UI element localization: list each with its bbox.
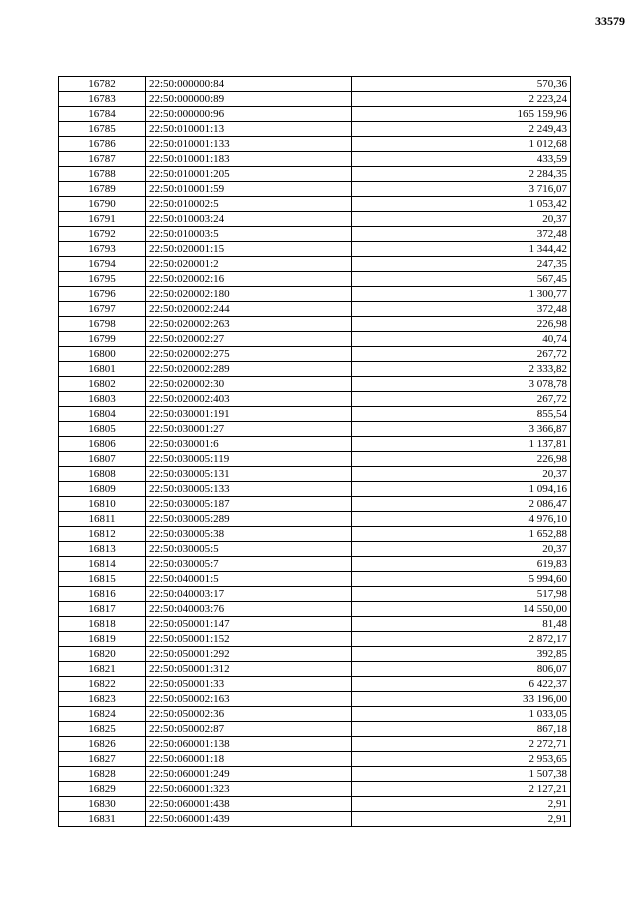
table-row: [59, 542, 571, 557]
table-row: [59, 527, 571, 542]
row-number-cell: 16788: [59, 167, 146, 182]
amount-cell: 4 976,10: [352, 512, 571, 527]
cadastral-number-cell: 22:50:030005:133: [146, 482, 352, 497]
amount-cell: 226,98: [352, 317, 571, 332]
amount-cell: 2 284,35: [352, 167, 571, 182]
cadastral-number-cell: 22:50:050001:292: [146, 647, 352, 662]
row-number-cell: 16790: [59, 197, 146, 212]
amount-cell: 2 086,47: [352, 497, 571, 512]
cadastral-number-cell: 22:50:050001:147: [146, 617, 352, 632]
amount-cell: 5 994,60: [352, 572, 571, 587]
row-number-cell: 16830: [59, 797, 146, 812]
row-number-cell: 16785: [59, 122, 146, 137]
cadastral-number-cell: 22:50:020001:2: [146, 257, 352, 272]
row-number-cell: 16799: [59, 332, 146, 347]
table-row: [59, 332, 571, 347]
row-number-cell: 16784: [59, 107, 146, 122]
cadastral-number-cell: 22:50:050001:33: [146, 677, 352, 692]
table-row: [59, 662, 571, 677]
row-number-cell: 16813: [59, 542, 146, 557]
table-row: [59, 137, 571, 152]
table-row: [59, 107, 571, 122]
row-number-cell: 16820: [59, 647, 146, 662]
table-row: [59, 362, 571, 377]
row-number-cell: 16795: [59, 272, 146, 287]
amount-cell: 392,85: [352, 647, 571, 662]
cadastral-number-cell: 22:50:010001:59: [146, 182, 352, 197]
amount-cell: 2 249,43: [352, 122, 571, 137]
amount-cell: 2,91: [352, 797, 571, 812]
amount-cell: 165 159,96: [352, 107, 571, 122]
table-row: [59, 752, 571, 767]
table-row: [59, 377, 571, 392]
row-number-cell: 16819: [59, 632, 146, 647]
amount-cell: 1 094,16: [352, 482, 571, 497]
amount-cell: 1 507,38: [352, 767, 571, 782]
table-row: [59, 512, 571, 527]
table-row: [59, 437, 571, 452]
amount-cell: 20,37: [352, 542, 571, 557]
amount-cell: 267,72: [352, 392, 571, 407]
amount-cell: 433,59: [352, 152, 571, 167]
row-number-cell: 16794: [59, 257, 146, 272]
row-number-cell: 16789: [59, 182, 146, 197]
table-row: [59, 797, 571, 812]
cadastral-number-cell: 22:50:020002:180: [146, 287, 352, 302]
row-number-cell: 16793: [59, 242, 146, 257]
cadastral-number-cell: 22:50:030001:6: [146, 437, 352, 452]
cadastral-number-cell: 22:50:030005:119: [146, 452, 352, 467]
cadastral-number-cell: 22:50:000000:84: [146, 77, 352, 92]
table-row: [59, 302, 571, 317]
amount-cell: 14 550,00: [352, 602, 571, 617]
row-number-cell: 16826: [59, 737, 146, 752]
row-number-cell: 16796: [59, 287, 146, 302]
row-number-cell: 16818: [59, 617, 146, 632]
amount-cell: 1 344,42: [352, 242, 571, 257]
table-row: [59, 617, 571, 632]
amount-cell: 40,74: [352, 332, 571, 347]
cadastral-number-cell: 22:50:060001:18: [146, 752, 352, 767]
row-number-cell: 16791: [59, 212, 146, 227]
cadastral-number-cell: 22:50:060001:439: [146, 812, 352, 827]
cadastral-number-cell: 22:50:040003:76: [146, 602, 352, 617]
table-row: [59, 77, 571, 92]
cadastral-number-cell: 22:50:030005:5: [146, 542, 352, 557]
cadastral-number-cell: 22:50:010003:5: [146, 227, 352, 242]
table-row: [59, 632, 571, 647]
table-row: [59, 707, 571, 722]
row-number-cell: 16817: [59, 602, 146, 617]
cadastral-number-cell: 22:50:030005:131: [146, 467, 352, 482]
table-row: [59, 587, 571, 602]
amount-cell: 867,18: [352, 722, 571, 737]
cadastral-number-cell: 22:50:050002:87: [146, 722, 352, 737]
row-number-cell: 16804: [59, 407, 146, 422]
table-row: [59, 467, 571, 482]
row-number-cell: 16802: [59, 377, 146, 392]
table-row: [59, 782, 571, 797]
row-number-cell: 16828: [59, 767, 146, 782]
amount-cell: 567,45: [352, 272, 571, 287]
row-number-cell: 16783: [59, 92, 146, 107]
table-row: [59, 212, 571, 227]
table-row: [59, 227, 571, 242]
cadastral-number-cell: 22:50:010002:5: [146, 197, 352, 212]
amount-cell: 3 716,07: [352, 182, 571, 197]
row-number-cell: 16816: [59, 587, 146, 602]
row-number-cell: 16792: [59, 227, 146, 242]
table-row: [59, 602, 571, 617]
amount-cell: 619,83: [352, 557, 571, 572]
cadastral-number-cell: 22:50:030005:7: [146, 557, 352, 572]
table-row: [59, 572, 571, 587]
amount-cell: 2 872,17: [352, 632, 571, 647]
cadastral-number-cell: 22:50:050001:312: [146, 662, 352, 677]
cadastral-number-cell: 22:50:030001:191: [146, 407, 352, 422]
cadastral-number-cell: 22:50:000000:89: [146, 92, 352, 107]
amount-cell: 3 078,78: [352, 377, 571, 392]
cadastral-number-cell: 22:50:020002:30: [146, 377, 352, 392]
cadastral-number-cell: 22:50:060001:249: [146, 767, 352, 782]
cadastral-number-cell: 22:50:060001:138: [146, 737, 352, 752]
cadastral-number-cell: 22:50:030005:187: [146, 497, 352, 512]
row-number-cell: 16822: [59, 677, 146, 692]
amount-cell: 33 196,00: [352, 692, 571, 707]
table-row: [59, 812, 571, 827]
amount-cell: 372,48: [352, 302, 571, 317]
table-row: [59, 182, 571, 197]
row-number-cell: 16808: [59, 467, 146, 482]
amount-cell: 1 033,05: [352, 707, 571, 722]
row-number-cell: 16805: [59, 422, 146, 437]
data-table: [58, 76, 571, 827]
cadastral-number-cell: 22:50:010003:24: [146, 212, 352, 227]
row-number-cell: 16815: [59, 572, 146, 587]
row-number-cell: 16811: [59, 512, 146, 527]
amount-cell: 372,48: [352, 227, 571, 242]
cadastral-number-cell: 22:50:000000:96: [146, 107, 352, 122]
table-row: [59, 737, 571, 752]
row-number-cell: 16823: [59, 692, 146, 707]
cadastral-number-cell: 22:50:020001:15: [146, 242, 352, 257]
row-number-cell: 16831: [59, 812, 146, 827]
amount-cell: 2 333,82: [352, 362, 571, 377]
amount-cell: 2 272,71: [352, 737, 571, 752]
cadastral-number-cell: 22:50:040003:17: [146, 587, 352, 602]
amount-cell: 2 223,24: [352, 92, 571, 107]
cadastral-number-cell: 22:50:010001:13: [146, 122, 352, 137]
amount-cell: 2,91: [352, 812, 571, 827]
amount-cell: 570,36: [352, 77, 571, 92]
cadastral-number-cell: 22:50:020002:403: [146, 392, 352, 407]
cadastral-number-cell: 22:50:020002:263: [146, 317, 352, 332]
amount-cell: 1 300,77: [352, 287, 571, 302]
table-row: [59, 167, 571, 182]
table-row: [59, 647, 571, 662]
cadastral-number-cell: 22:50:050002:163: [146, 692, 352, 707]
row-number-cell: 16797: [59, 302, 146, 317]
cadastral-number-cell: 22:50:040001:5: [146, 572, 352, 587]
table-row: [59, 317, 571, 332]
amount-cell: 6 422,37: [352, 677, 571, 692]
table-row: [59, 92, 571, 107]
amount-cell: 81,48: [352, 617, 571, 632]
amount-cell: 1 012,68: [352, 137, 571, 152]
amount-cell: 855,54: [352, 407, 571, 422]
row-number-cell: 16787: [59, 152, 146, 167]
row-number-cell: 16825: [59, 722, 146, 737]
table-row: [59, 677, 571, 692]
row-number-cell: 16814: [59, 557, 146, 572]
row-number-cell: 16824: [59, 707, 146, 722]
table-row: [59, 152, 571, 167]
cadastral-number-cell: 22:50:010001:205: [146, 167, 352, 182]
table-row: [59, 122, 571, 137]
amount-cell: 20,37: [352, 212, 571, 227]
amount-cell: 2 953,65: [352, 752, 571, 767]
amount-cell: 1 137,81: [352, 437, 571, 452]
cadastral-number-cell: 22:50:020002:289: [146, 362, 352, 377]
table-row: [59, 272, 571, 287]
row-number-cell: 16801: [59, 362, 146, 377]
page-number: 33579: [595, 14, 625, 28]
cadastral-number-cell: 22:50:010001:133: [146, 137, 352, 152]
table-row: [59, 497, 571, 512]
table-row: [59, 197, 571, 212]
cadastral-number-cell: 22:50:020002:275: [146, 347, 352, 362]
table-row: [59, 722, 571, 737]
table-row: [59, 407, 571, 422]
row-number-cell: 16809: [59, 482, 146, 497]
row-number-cell: 16810: [59, 497, 146, 512]
table-body: [59, 77, 571, 827]
row-number-cell: 16829: [59, 782, 146, 797]
row-number-cell: 16827: [59, 752, 146, 767]
row-number-cell: 16807: [59, 452, 146, 467]
amount-cell: 226,98: [352, 452, 571, 467]
row-number-cell: 16803: [59, 392, 146, 407]
row-number-cell: 16782: [59, 77, 146, 92]
cadastral-number-cell: 22:50:060001:438: [146, 797, 352, 812]
amount-cell: 1 652,88: [352, 527, 571, 542]
cadastral-number-cell: 22:50:030005:38: [146, 527, 352, 542]
cadastral-number-cell: 22:50:020002:244: [146, 302, 352, 317]
table-row: [59, 347, 571, 362]
cadastral-number-cell: 22:50:010001:183: [146, 152, 352, 167]
row-number-cell: 16812: [59, 527, 146, 542]
table-row: [59, 392, 571, 407]
row-number-cell: 16821: [59, 662, 146, 677]
amount-cell: 517,98: [352, 587, 571, 602]
amount-cell: 1 053,42: [352, 197, 571, 212]
table-row: [59, 242, 571, 257]
row-number-cell: 16800: [59, 347, 146, 362]
cadastral-number-cell: 22:50:030005:289: [146, 512, 352, 527]
cadastral-number-cell: 22:50:020002:16: [146, 272, 352, 287]
row-number-cell: 16786: [59, 137, 146, 152]
table-row: [59, 692, 571, 707]
amount-cell: 20,37: [352, 467, 571, 482]
amount-cell: 806,07: [352, 662, 571, 677]
cadastral-number-cell: 22:50:030001:27: [146, 422, 352, 437]
row-number-cell: 16806: [59, 437, 146, 452]
amount-cell: 2 127,21: [352, 782, 571, 797]
cadastral-number-cell: 22:50:020002:27: [146, 332, 352, 347]
row-number-cell: 16798: [59, 317, 146, 332]
amount-cell: 267,72: [352, 347, 571, 362]
table-row: [59, 287, 571, 302]
amount-cell: 3 366,87: [352, 422, 571, 437]
table-row: [59, 482, 571, 497]
cadastral-number-cell: 22:50:050002:36: [146, 707, 352, 722]
table-row: [59, 557, 571, 572]
cadastral-number-cell: 22:50:050001:152: [146, 632, 352, 647]
table-row: [59, 422, 571, 437]
amount-cell: 247,35: [352, 257, 571, 272]
table-row: [59, 767, 571, 782]
cadastral-number-cell: 22:50:060001:323: [146, 782, 352, 797]
table-row: [59, 452, 571, 467]
table-row: [59, 257, 571, 272]
